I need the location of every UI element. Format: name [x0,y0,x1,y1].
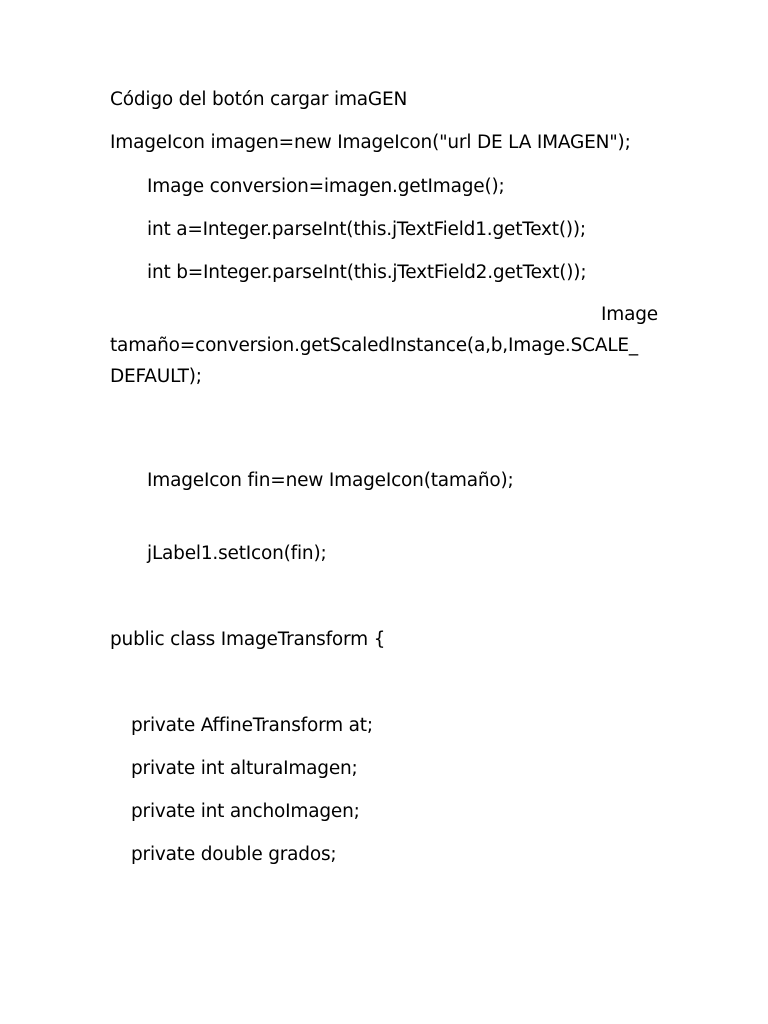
code-line: private int alturaImagen; [131,758,358,779]
code-line: ImageIcon fin=new ImageIcon(tamaño); [147,470,514,491]
code-line: tamaño=conversion.getScaledInstance(a,b,Image.SCALE_ [110,335,638,356]
code-line: ImageIcon imagen=new ImageIcon("url DE LA IMAGEN"); [110,132,631,153]
code-line: private AffineTransform at; [131,715,373,736]
code-line: int a=Integer.parseInt(this.jTextField1.getText()); [147,219,586,240]
code-line: jLabel1.setIcon(fin); [147,543,327,564]
code-line: Image conversion=imagen.getImage(); [147,176,505,197]
code-line: DEFAULT); [110,366,202,387]
code-line: private double grados; [131,844,337,865]
code-line: public class ImageTransform { [110,629,386,650]
code-line: private int anchoImagen; [131,801,360,822]
code-line: int b=Integer.parseInt(this.jTextField2.getText()); [147,262,587,283]
document-heading: Código del botón cargar imaGEN [110,89,408,110]
code-line: Image [601,304,658,325]
